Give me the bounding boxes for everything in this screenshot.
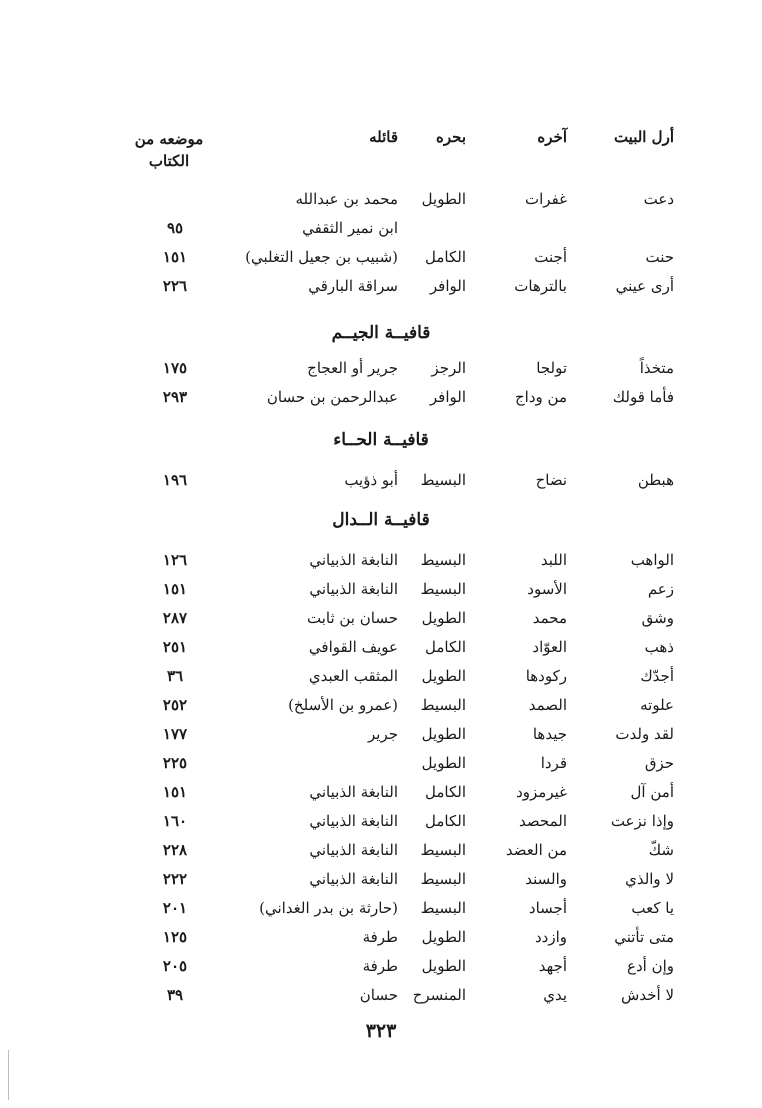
verse-meter: البسيط xyxy=(420,696,466,714)
verse-meter: الطويل xyxy=(421,957,466,975)
verse-last: المحصد xyxy=(519,812,567,830)
verse-meter: الطويل xyxy=(421,667,466,685)
verse-page: ١٧٧ xyxy=(162,725,188,743)
header-poet: قائله xyxy=(369,128,398,146)
table-row xyxy=(0,274,762,298)
verse-last: الصمد xyxy=(528,696,567,714)
verse-first: الواهب xyxy=(630,551,674,569)
verse-first: شكّ xyxy=(648,841,674,859)
verse-last: ركودها xyxy=(525,667,567,685)
verse-page: ٩٥ xyxy=(166,219,184,237)
verse-meter: البسيط xyxy=(420,841,466,859)
verse-meter: الكامل xyxy=(425,783,466,801)
header-page xyxy=(134,128,204,172)
verse-page: ٢٥٢ xyxy=(162,696,188,714)
table-row xyxy=(0,838,762,862)
verse-meter: البسيط xyxy=(420,580,466,598)
table-row xyxy=(0,867,762,891)
verse-meter: الطويل xyxy=(421,190,466,208)
verse-page: ٢٢٥ xyxy=(162,754,188,772)
verse-first: وإن أدع xyxy=(627,957,674,975)
verse-last: أجساد xyxy=(528,899,567,917)
verse-meter: الطويل xyxy=(421,609,466,627)
verse-last: قردا xyxy=(540,754,567,772)
verse-page: ٢٠٥ xyxy=(162,957,188,975)
verse-meter: الوافر xyxy=(429,277,466,295)
verse-first: لقد ولدت xyxy=(615,725,674,743)
verse-poet: النابغة الذبياني xyxy=(309,580,398,598)
verse-poet: ابن نمير الثقفي xyxy=(302,219,398,237)
verse-last: غفرات xyxy=(525,190,567,208)
table-row xyxy=(0,245,762,269)
verse-poet: عبدالرحمن بن حسان xyxy=(266,388,398,406)
table-row xyxy=(0,468,762,492)
section-heading-ha: قافيــة الحــاء xyxy=(333,430,429,450)
verse-meter: الطويل xyxy=(421,754,466,772)
page-number: ٣٢٣ xyxy=(365,1020,397,1042)
verse-meter: البسيط xyxy=(420,551,466,569)
verse-last: تولجا xyxy=(536,359,567,377)
table-header xyxy=(0,128,762,176)
verse-poet: النابغة الذبياني xyxy=(309,551,398,569)
verse-first: هبطن xyxy=(637,471,674,489)
header-last-words: آخره xyxy=(537,128,567,146)
header-meter: بحره xyxy=(436,128,466,146)
verse-first: دعت xyxy=(643,190,674,208)
table-row xyxy=(0,664,762,688)
verse-page: ٢٢٢ xyxy=(162,870,188,888)
verse-poet: محمد بن عبدالله xyxy=(295,190,398,208)
table-row xyxy=(0,751,762,775)
verse-last: والسند xyxy=(525,870,567,888)
verse-page: ١٢٦ xyxy=(162,551,188,569)
verse-meter: الكامل xyxy=(425,812,466,830)
verse-meter: الرجز xyxy=(431,359,466,377)
table-row xyxy=(0,577,762,601)
header-page-line2: الكتاب xyxy=(148,152,190,170)
verse-meter: الكامل xyxy=(425,248,466,266)
verse-last: غيرمزود xyxy=(516,783,567,801)
verse-first: متى تأتني xyxy=(614,928,674,946)
verse-first: حنت xyxy=(645,248,674,266)
verse-last: جيدها xyxy=(532,725,567,743)
verse-last: وازدد xyxy=(534,928,567,946)
verse-poet: جرير أو العجاج xyxy=(307,359,398,377)
table-row xyxy=(0,356,762,380)
verse-last: الأسود xyxy=(527,580,567,598)
verse-page: ١٩٦ xyxy=(162,471,188,489)
table-row xyxy=(0,385,762,409)
table-row xyxy=(0,216,762,240)
verse-meter: الطويل xyxy=(421,928,466,946)
verse-page: ١٧٥ xyxy=(162,359,188,377)
verse-last: من وداج xyxy=(515,388,567,406)
verse-meter: البسيط xyxy=(420,899,466,917)
verse-poet: طرفة xyxy=(362,928,398,946)
verse-page: ١٦٠ xyxy=(162,812,188,830)
section-heading-dal: قافيــة الــدال xyxy=(332,510,430,530)
table-row xyxy=(0,954,762,978)
table-row xyxy=(0,693,762,717)
table-row xyxy=(0,896,762,920)
table-row xyxy=(0,187,762,211)
verse-poet: (شبيب بن جعيل التغلبي) xyxy=(245,248,398,266)
verse-poet: حسان بن ثابت xyxy=(306,609,398,627)
verse-meter: البسيط xyxy=(420,870,466,888)
header-page-line1: موضعه من xyxy=(134,130,204,148)
verse-poet: (حارثة بن بدر الغداني) xyxy=(259,899,398,917)
table-row xyxy=(0,809,762,833)
verse-poet: طرفة xyxy=(362,957,398,975)
verse-last: اللبد xyxy=(540,551,567,569)
verse-page: ٢٥١ xyxy=(162,638,188,656)
verse-poet: النابغة الذبياني xyxy=(309,870,398,888)
table-row xyxy=(0,925,762,949)
verse-page: ٢٨٧ xyxy=(162,609,188,627)
verse-poet: عويف القوافي xyxy=(308,638,398,656)
section-heading-jim: قافيــة الجيــم xyxy=(331,323,431,343)
table-row xyxy=(0,606,762,630)
header-first-words: أرل البيت xyxy=(613,128,674,146)
table-row xyxy=(0,983,762,1007)
verse-poet: حسان xyxy=(359,986,398,1004)
table-row xyxy=(0,722,762,746)
verse-last: يدي xyxy=(543,986,567,1004)
verse-last: من العضد xyxy=(505,841,567,859)
verse-meter: الكامل xyxy=(425,638,466,656)
verse-last: العوّاد xyxy=(532,638,567,656)
table-row xyxy=(0,635,762,659)
verse-page: ٢٩٣ xyxy=(162,388,188,406)
verse-page: ٢٠١ xyxy=(162,899,188,917)
verse-page: ٣٦ xyxy=(166,667,184,685)
verse-first: ذهب xyxy=(644,638,674,656)
verse-first: لا والذي xyxy=(625,870,674,888)
verse-first: وشق xyxy=(641,609,674,627)
verse-meter: البسيط xyxy=(420,471,466,489)
verse-poet: جرير xyxy=(368,725,398,743)
verse-first: حزق xyxy=(644,754,674,772)
verse-meter: المنسرح xyxy=(412,986,466,1004)
verse-first: علوته xyxy=(640,696,674,714)
verse-poet: سراقة البارقي xyxy=(308,277,398,295)
verse-first: لا أخدش xyxy=(621,986,674,1004)
verse-page: ١٥١ xyxy=(162,580,188,598)
verse-last: نضاح xyxy=(535,471,567,489)
verse-first: أمن آل xyxy=(630,783,674,801)
verse-poet: أبو ذؤيب xyxy=(344,471,398,489)
verse-poet: (عمرو بن الأسلخ) xyxy=(288,696,398,714)
verse-meter: الوافر xyxy=(429,388,466,406)
verse-poet: النابغة الذبياني xyxy=(309,783,398,801)
verse-page: ٣٩ xyxy=(166,986,184,1004)
scan-edge-line xyxy=(8,1050,9,1100)
verse-first: يا كعب xyxy=(631,899,674,917)
verse-last: أجهد xyxy=(538,957,567,975)
verse-first: متخذاً xyxy=(639,359,674,377)
verse-first: وإذا نزعت xyxy=(610,812,674,830)
verse-last: بالترهات xyxy=(514,277,567,295)
table-row xyxy=(0,780,762,804)
verse-poet: المثقب العبدي xyxy=(308,667,398,685)
verse-first: أجدّك xyxy=(640,667,674,685)
verse-first: أرى عيني xyxy=(615,277,674,295)
verse-page: ١٥١ xyxy=(162,783,188,801)
verse-first: فأما قولك xyxy=(612,388,674,406)
verse-poet: النابغة الذبياني xyxy=(309,841,398,859)
verse-poet: النابغة الذبياني xyxy=(309,812,398,830)
verse-page: ١٢٥ xyxy=(162,928,188,946)
verse-last: محمد xyxy=(532,609,567,627)
verse-page: ١٥١ xyxy=(162,248,188,266)
verse-first: زعم xyxy=(647,580,674,598)
verse-page: ٢٢٨ xyxy=(162,841,188,859)
verse-last: أجنت xyxy=(534,248,567,266)
table-row xyxy=(0,548,762,572)
verse-meter: الطويل xyxy=(421,725,466,743)
verse-page: ٢٢٦ xyxy=(162,277,188,295)
